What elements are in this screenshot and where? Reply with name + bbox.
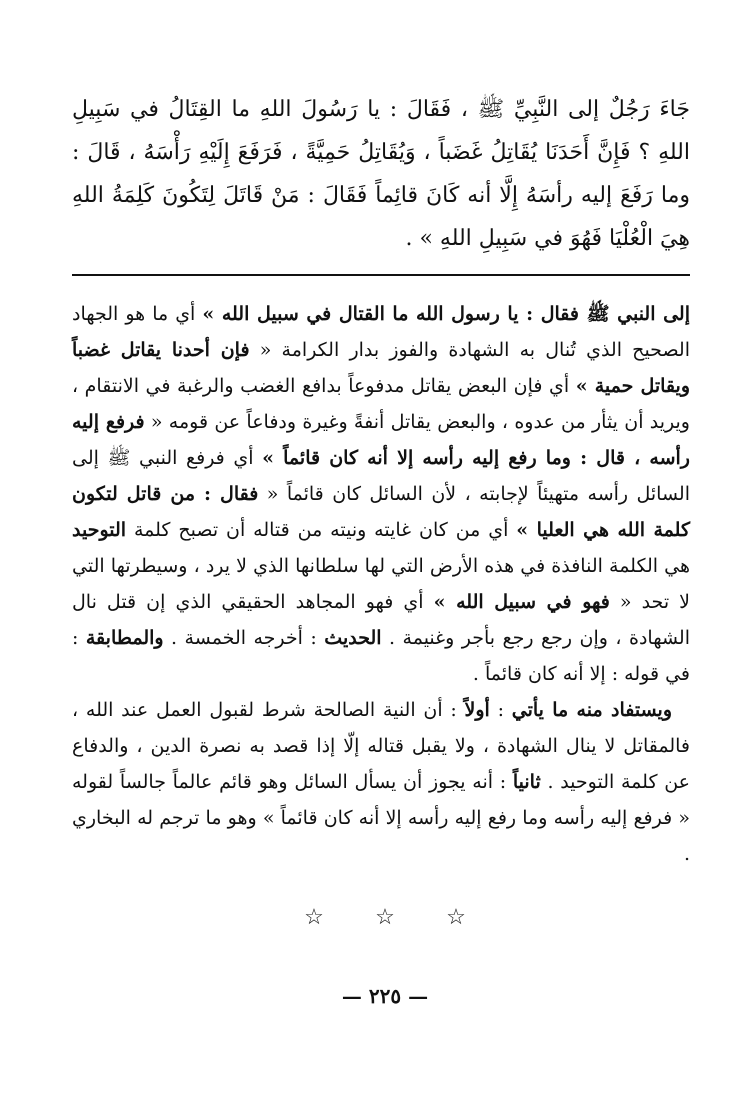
commentary-bold: ثانياً: [512, 771, 541, 793]
commentary-text: أي من كان غايته ونيته من قتاله أن تصبح كلمة: [126, 519, 517, 541]
commentary-bold: الحديث: [324, 627, 382, 649]
commentary-bold: فرفع إليه رأسه ، قال : وما رفع إليه رأسه إلا أنه كان قائماً »: [72, 411, 690, 469]
commentary-text: : في قوله : إلا أنه كان قائماً .: [72, 627, 690, 685]
commentary-text: أي فإن البعض يقاتل مدفوعاً بدافع الغضب والرغبة في الانتقام ، ويريد أن يثأر من عدوه ، والبعض يقاتل أنفةً وغيرة ودفاعاً عن قومه «: [72, 375, 690, 433]
section-divider: [72, 274, 690, 276]
commentary-bold: والمطابقة: [85, 627, 164, 649]
commentary-text: : أنه يجوز أن يسأل السائل وهو قائم عالماً جالساً لقوله « فرفع إليه رأسه وما رفع إليه رأسه إلا أنه كان قائماً » وهو ما ترجم له البخاري .: [72, 771, 690, 865]
hadith-text-block: [72, 88, 690, 260]
star-icon: ☆: [446, 905, 466, 930]
commentary-text: أي ما هو الجهاد الصحيح الذي تُنال به الشهادة والفوز بدار الكرامة «: [72, 303, 690, 361]
commentary-bold: ويستفاد منه ما يأتي: [511, 699, 672, 721]
commentary-bold: فهو في سبيل الله »: [433, 591, 610, 613]
page-number: — ٢٢٥ —: [341, 984, 429, 1008]
commentary-text: : أن النية الصالحة شرط لقبول العمل عند الله ، فالمقاتل لا ينال الشهادة ، ولا يقبل قتاله إلّا إذا قصد به نصرة الدين ، والدفاع عن كلمة التوحيد .: [72, 699, 690, 793]
commentary-paragraph-1: [72, 296, 690, 692]
commentary-text: أي فرفع النبي ﷺ إلى السائل رأسه متهيئاً لإجابته ، لأن السائل كان قائماً «: [72, 447, 690, 505]
commentary-bold: فإن أحدنا يقاتل غضباً ويقاتل حمية »: [72, 339, 691, 397]
commentary-text: : أخرجه الخمسة .: [163, 627, 325, 649]
commentary-block: [72, 296, 690, 872]
star-icon: ☆: [375, 905, 395, 930]
hadith-paragraph: جَاءَ رَجُلٌ إلى النَّبِيِّ ﷺ ، فَقَالَ : يا رَسُولَ اللهِ ما القِتَالُ في سَبِيلِ اللهِ ؟ فَإِنَّ أَحَدَنَا يُقَاتِلُ غَضَباً ، وَيُقَاتِلُ حَمِيَّةً ، فَرَفَعَ إِلَيْهِ رَأْسَهُ ، قَالَ : وما رَفَعَ إليه رأسَهُ إِلَّا أنه كَانَ قائِماً فَقَالَ : مَنْ قَاتَلَ لِتَكُونَ كَلِمَةُ اللهِ هِيَ الْعُلْيَا فَهُوَ في سَبِيلِ اللهِ » .: [72, 97, 690, 251]
commentary-bold: إلى النبي ﷺ فقال : يا رسول الله ما القتال في سبيل الله »: [202, 303, 690, 325]
commentary-bold: أولاً: [464, 699, 490, 721]
commentary-bold: فقال : من قاتل لتكون كلمة الله هي العليا »: [72, 483, 690, 541]
commentary-text: أي فهو المجاهد الحقيقي الذي إن قتل نال الشهادة ، وإن رجع رجع بأجر وغنيمة .: [72, 591, 690, 649]
star-separator: [300, 904, 470, 932]
star-icon: ☆: [304, 905, 324, 930]
commentary-text: هي الكلمة النافذة في هذه الأرض التي لها سلطانها الذي لا يرد ، وسيطرتها التي لا تحد «: [72, 555, 690, 613]
commentary-paragraph-2: [72, 692, 690, 872]
commentary-bold: التوحيد: [72, 519, 127, 541]
commentary-text: :: [489, 699, 512, 721]
